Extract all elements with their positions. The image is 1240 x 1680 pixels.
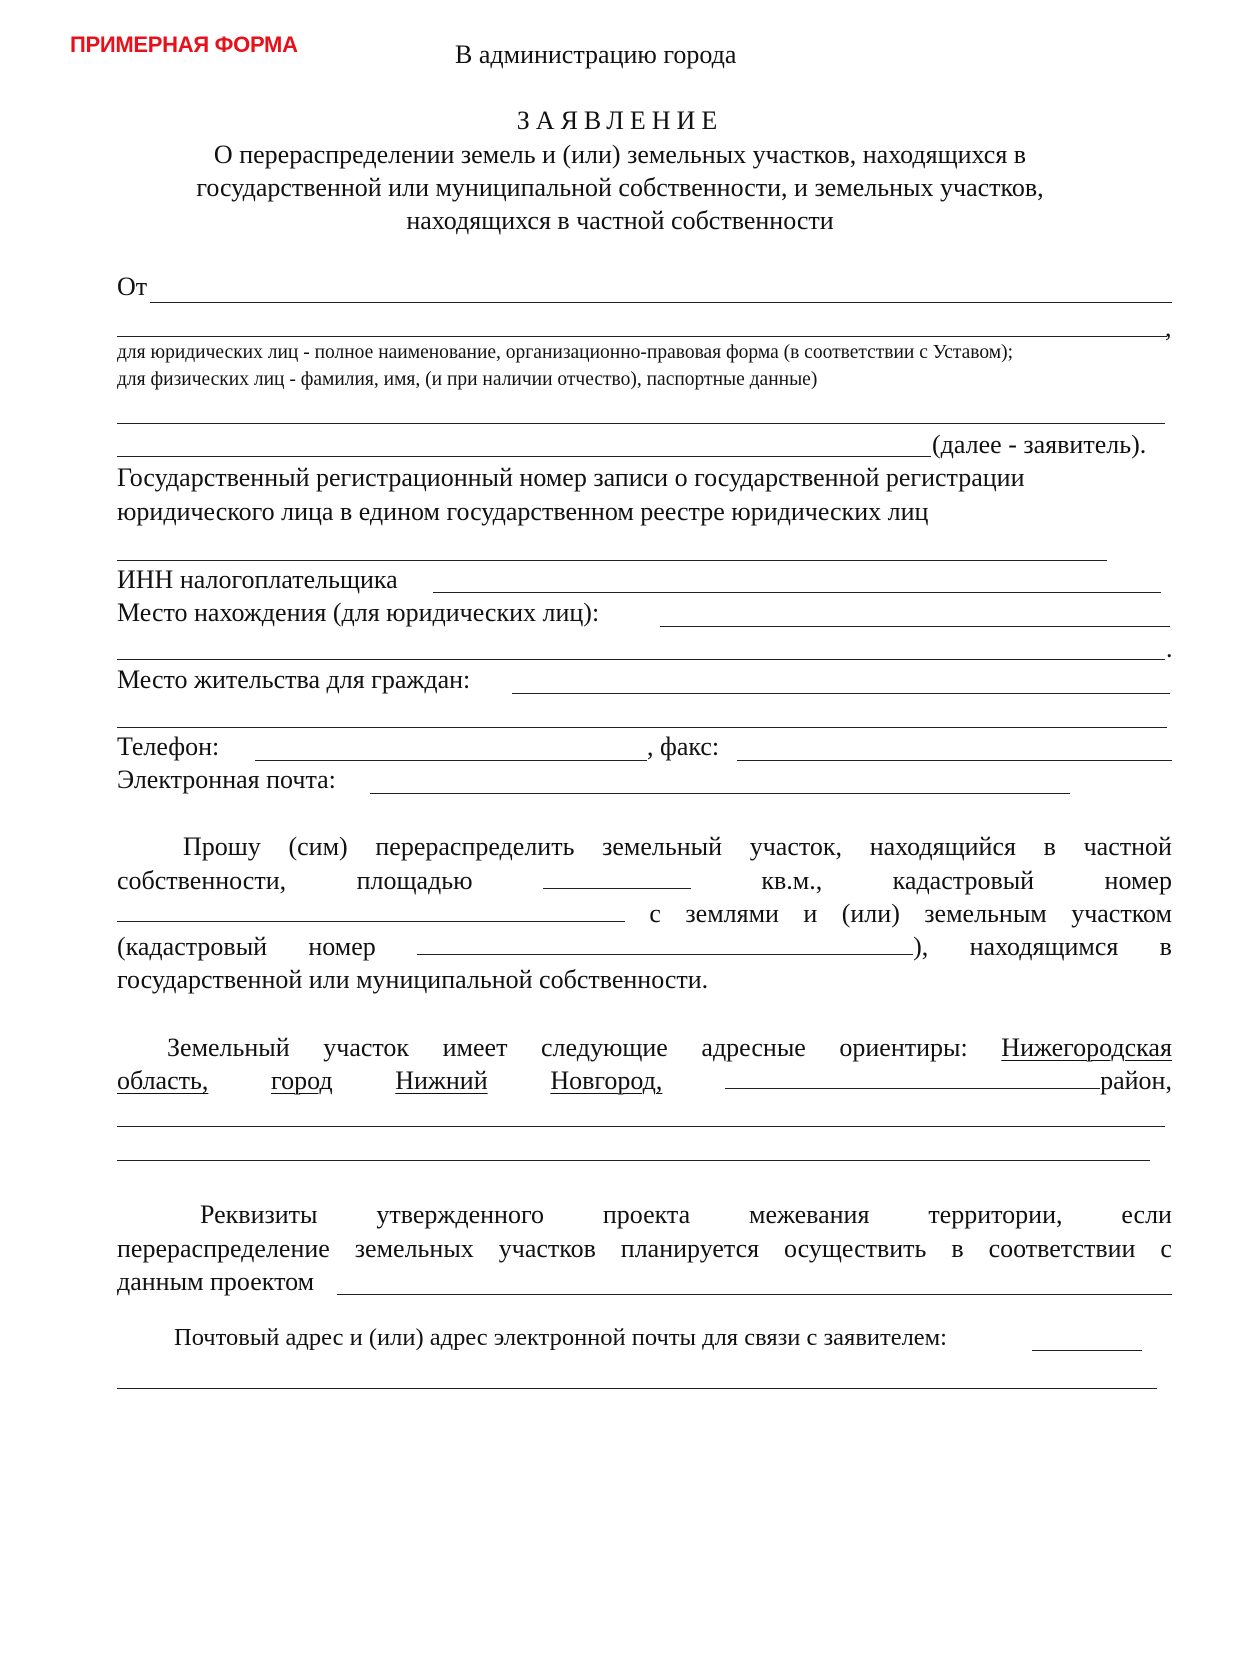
location-field-line-1[interactable] xyxy=(660,626,1170,627)
applicant-hint-individual: для физических лиц - фамилия, имя, (и при наличии отчество), паспортные данные) xyxy=(117,369,818,390)
area-sqm-field[interactable] xyxy=(543,868,691,889)
survey-project-label: данным проектом xyxy=(117,1267,315,1296)
sample-form-stamp: ПРИМЕРНАЯ ФОРМА xyxy=(70,32,298,57)
residence-field-line-1[interactable] xyxy=(512,693,1170,694)
fax-field[interactable] xyxy=(737,760,1172,761)
word: область, xyxy=(117,1066,209,1095)
region-name: Нижегородская xyxy=(1001,1033,1172,1062)
from-field-line-1[interactable] xyxy=(150,302,1172,303)
document-subtitle-line-2: государственной или муниципальной собственности, и земельных участков, xyxy=(196,173,1044,202)
word: если xyxy=(1121,1200,1172,1229)
word: Реквизиты xyxy=(200,1200,318,1229)
address-line-2 xyxy=(117,1066,1172,1096)
public-land-cadastral-group xyxy=(417,932,928,962)
word: Новгород, xyxy=(550,1066,663,1095)
word: участок, xyxy=(749,832,843,861)
word: перераспределение xyxy=(117,1234,330,1263)
address-field-line-1[interactable] xyxy=(117,1126,1165,1127)
word: находящимся xyxy=(969,932,1119,961)
district-group xyxy=(725,1066,1172,1096)
word: землями xyxy=(685,899,779,928)
word: следующие xyxy=(541,1033,668,1062)
document-subtitle-line-1: О перераспределении земель и (или) земельных участков, находящихся в xyxy=(213,140,1027,169)
district-label: район, xyxy=(1100,1066,1172,1095)
word: город xyxy=(271,1066,333,1095)
word: земельных xyxy=(354,1234,474,1263)
contact-address-field-line-1[interactable] xyxy=(1032,1350,1142,1351)
survey-line-1 xyxy=(200,1200,1172,1230)
address-line-1 xyxy=(167,1033,1172,1063)
request-line-4 xyxy=(117,932,1172,962)
word: ориентиры: xyxy=(839,1033,968,1062)
word: соответствии xyxy=(988,1234,1136,1263)
word: территории, xyxy=(928,1200,1063,1229)
word: ), xyxy=(913,932,929,961)
district-field[interactable] xyxy=(725,1068,1100,1089)
word: и xyxy=(803,899,818,928)
document-subtitle-line-3: находящихся в частной собственности xyxy=(406,206,834,235)
survey-line-2 xyxy=(117,1234,1172,1264)
applicant-hint-legal: для юридических лиц - полное наименование, организационно-правовая форма (в соответствии с Уставом); xyxy=(117,342,1014,363)
residence-label: Место жительства для граждан: xyxy=(117,665,471,694)
request-line-2 xyxy=(117,866,1172,896)
address-field-line-2[interactable] xyxy=(117,1160,1150,1161)
word: осуществить xyxy=(784,1234,927,1263)
addressee: В администрацию города xyxy=(455,40,737,69)
word: номер xyxy=(308,932,376,961)
word: имеет xyxy=(442,1033,508,1062)
applicant-details-line-1[interactable] xyxy=(117,423,1165,424)
contact-address-label: Почтовый адрес и (или) адрес электронной почты для связи с заявителем: xyxy=(174,1324,947,1351)
ogrn-label-line-1: Государственный регистрационный номер записи о государственной регистрации xyxy=(117,463,1025,492)
inn-field[interactable] xyxy=(433,592,1161,593)
word: межевания xyxy=(749,1200,870,1229)
document-heading: ЗАЯВЛЕНИЕ xyxy=(516,106,724,135)
residence-field-line-2[interactable] xyxy=(117,727,1167,728)
location-period: . xyxy=(1166,634,1173,663)
word: адресные xyxy=(701,1033,806,1062)
applicant-details-line-2[interactable] xyxy=(117,456,931,457)
fax-label: , факс: xyxy=(647,732,720,761)
word: (или) xyxy=(841,899,900,928)
word: с xyxy=(1160,1234,1172,1263)
word: планируется xyxy=(620,1234,760,1263)
request-line-5: государственной или муниципальной собственности. xyxy=(117,965,709,994)
word: номер xyxy=(1104,866,1172,895)
word: утвержденного xyxy=(376,1200,544,1229)
ogrn-field[interactable] xyxy=(117,560,1107,561)
private-plot-cadastral-number-field[interactable] xyxy=(117,901,625,922)
word: Земельный xyxy=(167,1033,290,1062)
word: в xyxy=(1043,832,1056,861)
word: участок xyxy=(323,1033,410,1062)
from-comma: , xyxy=(1165,313,1172,342)
word: площадью xyxy=(356,866,473,895)
request-line-3 xyxy=(117,899,1172,929)
phone-field[interactable] xyxy=(255,760,647,761)
word: Прошу xyxy=(183,832,261,861)
contact-address-field-line-2[interactable] xyxy=(117,1388,1157,1389)
word: участков xyxy=(498,1234,596,1263)
word: с xyxy=(649,899,661,928)
word: участком xyxy=(1071,899,1172,928)
email-label: Электронная почта: xyxy=(117,765,336,794)
phone-label: Телефон: xyxy=(117,732,220,761)
request-line-1 xyxy=(183,832,1172,862)
word: в xyxy=(1159,932,1172,961)
word: Нижний xyxy=(395,1066,488,1095)
word: земельным xyxy=(924,899,1047,928)
word: собственности, xyxy=(117,866,287,895)
location-field-line-2[interactable] xyxy=(117,659,1165,660)
from-label: От xyxy=(117,272,148,301)
ogrn-label-line-2: юридического лица в едином государственном реестре юридических лиц xyxy=(117,497,929,526)
survey-project-field[interactable] xyxy=(337,1294,1172,1295)
email-field[interactable] xyxy=(370,793,1070,794)
from-row xyxy=(117,272,1172,302)
word: (кадастровый xyxy=(117,932,268,961)
word: в xyxy=(951,1234,964,1263)
word: находящийся xyxy=(869,832,1016,861)
inn-label: ИНН налогоплательщика xyxy=(117,565,398,594)
word: (сим) xyxy=(288,832,348,861)
word: проекта xyxy=(602,1200,691,1229)
location-label: Место нахождения (для юридических лиц): xyxy=(117,598,600,627)
word: кадастровый xyxy=(892,866,1035,895)
hereinafter-applicant-text: (далее - заявитель). xyxy=(932,430,1147,459)
word: кв.м., xyxy=(761,866,823,895)
from-field-line-2[interactable] xyxy=(117,336,1167,337)
public-land-cadastral-number-field[interactable] xyxy=(417,934,913,955)
word: земельный xyxy=(602,832,723,861)
word: перераспределить xyxy=(375,832,575,861)
word: частной xyxy=(1083,832,1172,861)
